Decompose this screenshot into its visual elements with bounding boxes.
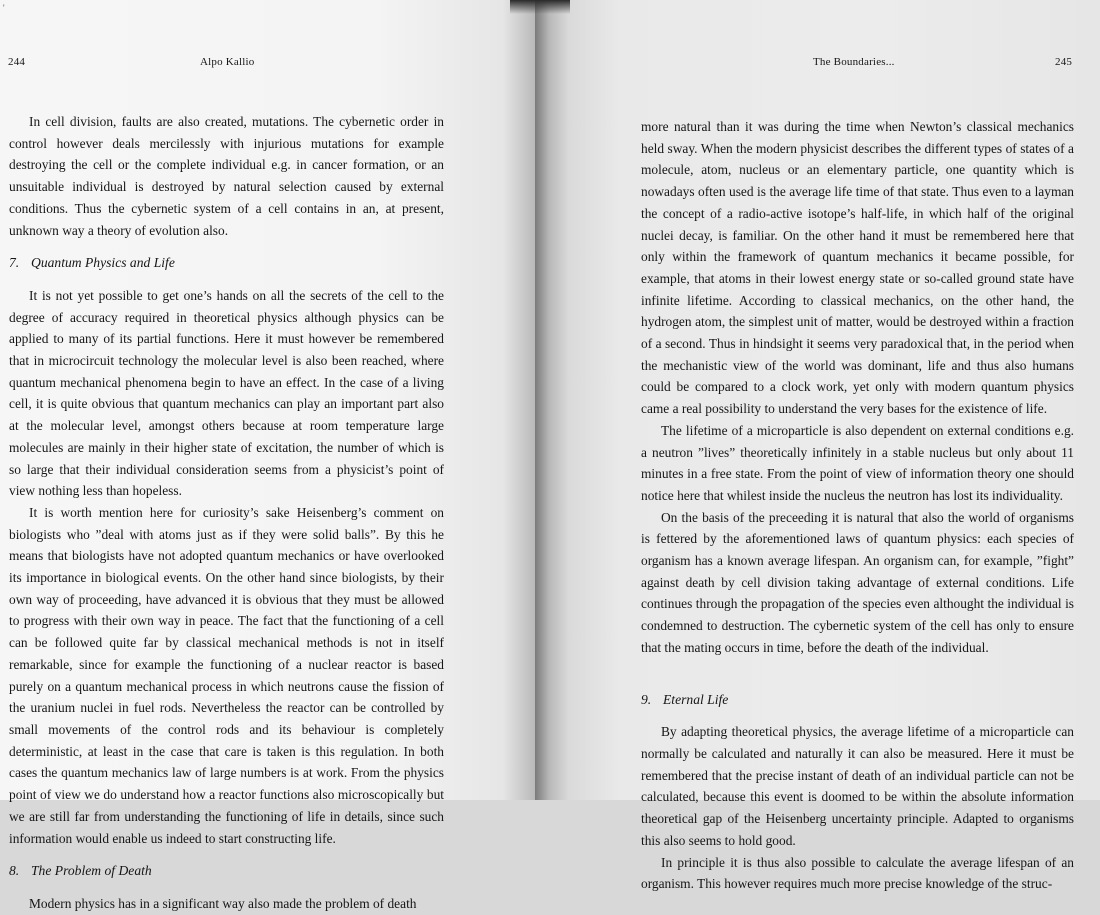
section-title: Quantum Physics and Life — [31, 255, 175, 271]
section-heading-8 — [9, 849, 444, 893]
paragraph: The lifetime of a microparticle is also dependent on external conditions e.g. a neutron ”lives” theoretically infinitely in a stable nucleus but only about 11 minutes in a free state. From the point of view of information theory one should notice here that whilest inside the nucleus the neutron has lost its individuality. — [641, 422, 1074, 503]
paragraph: By adapting theoretical physics, the average lifetime of a microparticle can normally be calculated and naturally it can also be measured. Here it must be remembered that the precise instant of death of an individual particle can not be calculated, because this event is doomed to be within the absolute information theoretical gap of the Heisenberg uncertainty principle. Adapted to organisms this also seems to hold good. — [641, 724, 1074, 848]
paragraph: In principle it is thus also possible to calculate the average lifespan of an organism. This however requires much more precise knowledge of the struc- — [641, 854, 1074, 892]
section-number: 9. — [641, 691, 652, 707]
running-head-left: Alpo Kallio — [200, 56, 255, 68]
right-page — [535, 0, 1100, 892]
running-head-right: The Boundaries... — [813, 56, 895, 68]
page-number-right: 245 — [1055, 56, 1073, 68]
section-heading-7 — [9, 241, 444, 285]
section-title: Eternal Life — [663, 691, 729, 707]
paragraph: On the basis of the preceeding it is natural that also the world of organisms is fettered by the aforementioned laws of quantum physics: each species of organism has a known average lifespan. An organism can, for example, ”fight” against death by cell division taking advantage of external conditions. Life continues through the propagation of the species even althought the individual is condemned to destruction. The cybernetic system of the cell has only to ensure that the mating occurs in time, before the death of the individual. — [641, 509, 1074, 655]
paragraph: It is not yet possible to get one’s hands on all the secrets of the cell to the degree of accuracy required in theoretical physics although physics can be applied to many of its partial functions. Here it must however be remembered that in microcircuit technology the molecular level is also been reached, where quantum mechanical phenomena begin to have an effect. In the case of a living cell, it is quite obvious that quantum mechanics can play an important part also at the molecular level, amongst others because at room temperature large molecules are mainly in their higher state of excitation, the number of which is so large that their individual consideration seems from a physicist’s point of view nothing less than hopeless. — [9, 287, 444, 499]
scan-mark: ' — [3, 3, 5, 13]
paragraph: Modern physics has in a significant way also made the problem of death — [29, 895, 417, 911]
right-text-column — [641, 116, 1074, 895]
binding-gutter-shadow — [510, 0, 570, 14]
section-title: The Problem of Death — [31, 863, 152, 879]
page-number-left: 244 — [8, 56, 26, 68]
paragraph: In cell division, faults are also created, mutations. The cybernetic order in control however deals mercilessly with injurious mutations for example destroying the cell or the complete individual e.g. in cancer formation, or an unsuitable individual is destroyed by natural selection caused by external conditions. Thus the cybernetic system of a cell contains in an, at present, unknown way a theory of evolution also. — [9, 114, 444, 238]
section-number: 7. — [9, 255, 20, 271]
left-page — [0, 0, 535, 911]
paragraph: more natural than it was during the time when Newton’s classical mechanics held sway. When the modern physicist describes the different types of states of a molecule, atom, nucleus or an elementary particle, one quantity which is nowadays often used is the average life time of that state. Thus even to a layman the concept of a radio-active isotope’s half-life, in which half of the original nuclei decay, is familiar. On the other hand it must be remembered here that only within the framework of quantum mechanics it became possible, for example, that atoms in their lowest energy state or so-called ground state have infinite lifetime. According to classical mechanics, on the other hand, the hydrogen atom, the simplest unit of matter, would be destroyed within a fraction of a second. Thus in hindsight it seems very paradoxical that, in the period when the mechanistic view of the world was dominant, life and thus also humans could be compared to a clock work, yet only with modern quantum physics came a real possibility to understand the very bases for the existence of life. — [641, 119, 1074, 417]
section-heading-9 — [641, 659, 1074, 722]
paragraph: It is worth mention here for curiosity’s sake Heisenberg’s comment on biologists who ”deal with atoms just as if they were solid balls”. By this he means that biologists have not adopted quantum mechanics or have overlooked its importance in biological events. On the other hand since biologists, by their own way of proceeding, have advanced it is obvious that they must be allowed to progress with their own way in peace. The fact that the functioning of a cell can be followed quite far by classical mechanical methods is not in itself remarkable, since for example the functioning of a nuclear reactor is based purely on a quantum mechanical process in which neutrons cause the fission of the uranium nuclei in fuel rods. Nevertheless the reactor can be controlled by small movements of the control rods and its behaviour is completely deterministic, at least in the case that care is taken is this regulation. In both cases the quantum mechanics law of large numbers is at work. From the physics point of view we do understand how a reactor functions also microscopically but we are still far from understanding the functioning of life in details, since such information would enable us indeed to start constructing life. — [9, 504, 444, 846]
left-text-column — [9, 111, 444, 915]
section-number: 8. — [9, 863, 20, 879]
